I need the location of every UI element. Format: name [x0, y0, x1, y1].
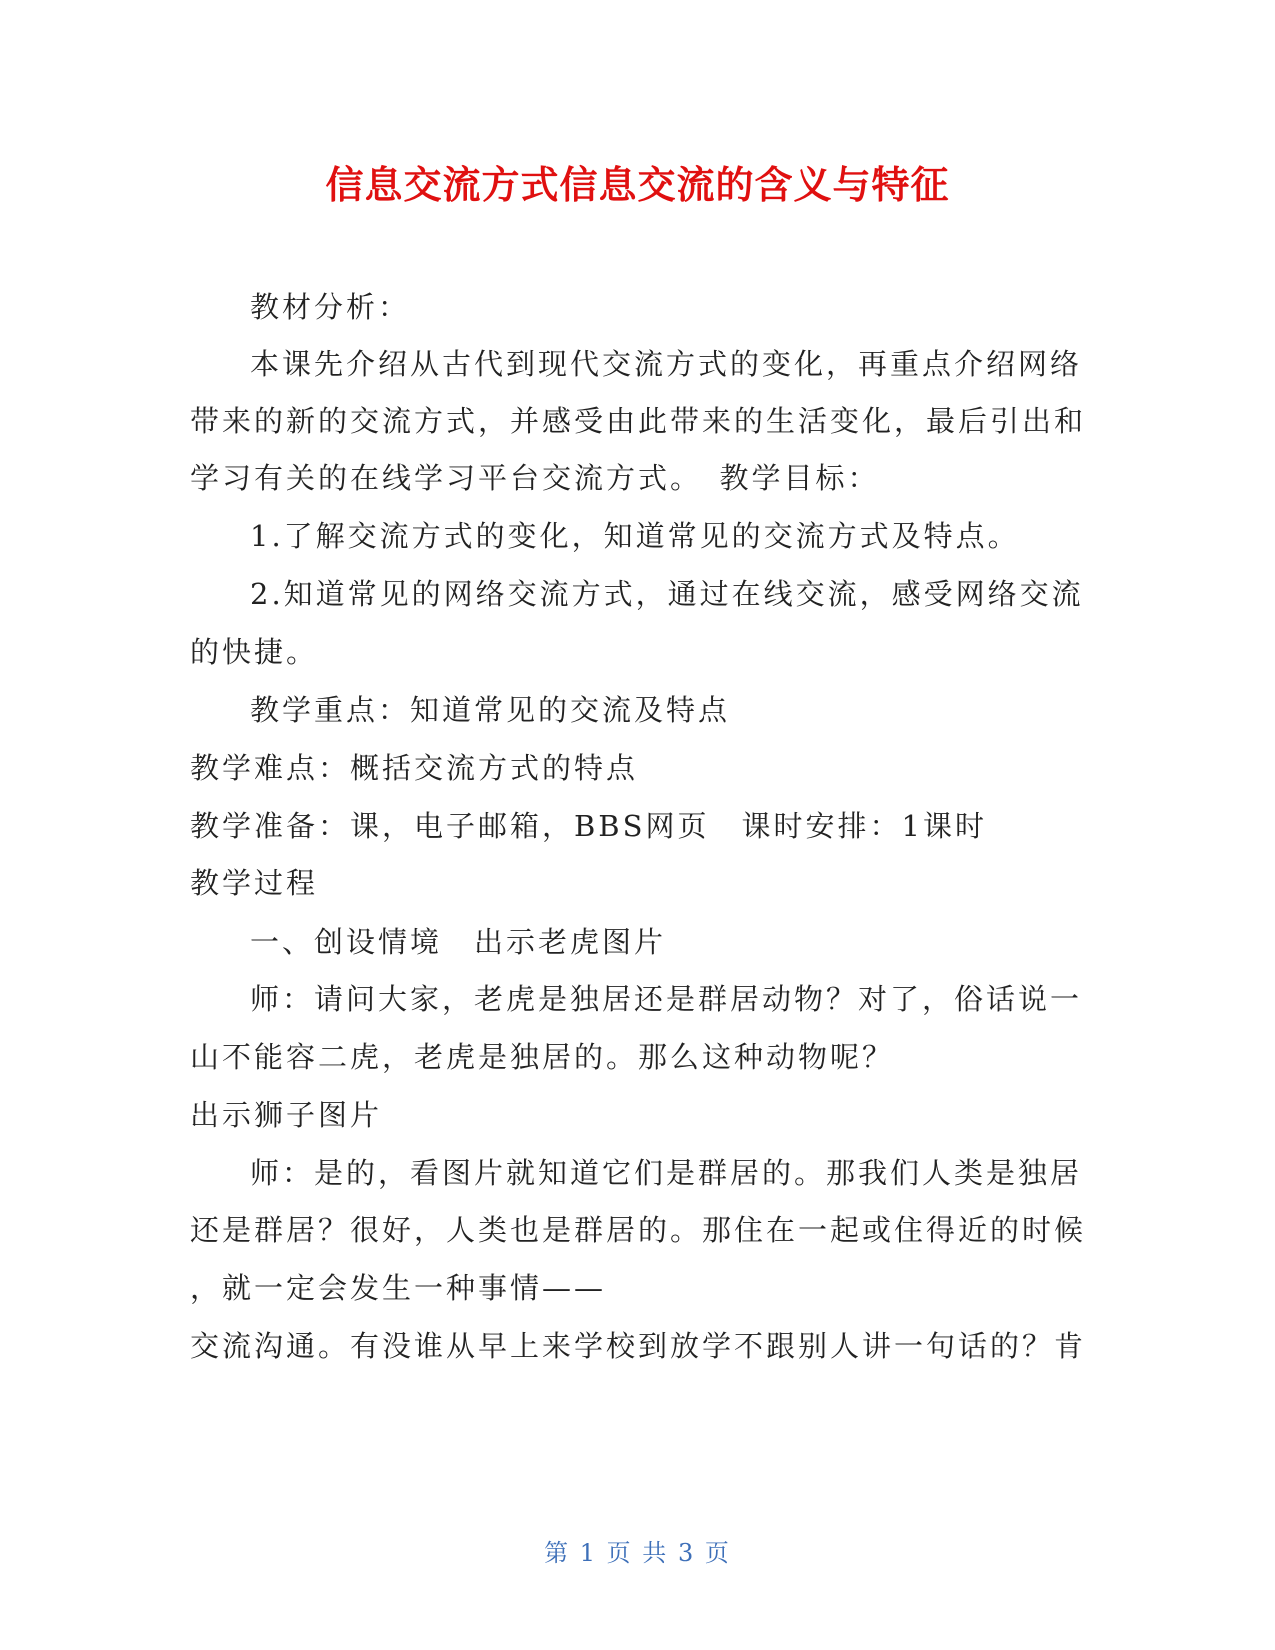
body-line: 出示狮子图片: [190, 1098, 383, 1132]
body-line: 的快捷。: [190, 635, 319, 669]
body-line: 教学难点：概括交流方式的特点: [190, 751, 639, 785]
body-line: ，就一定会发生一种事情——: [190, 1271, 607, 1305]
body-line: 一、创设情境 出示老虎图片: [250, 925, 667, 959]
body-line: 还是群居？很好，人类也是群居的。那住在一起或住得近的时候: [190, 1213, 1087, 1247]
document-title: 信息交流方式信息交流的含义与特征: [325, 163, 950, 207]
body-line: 本课先介绍从古代到现代交流方式的变化，再重点介绍网络: [250, 347, 1083, 381]
body-line: 1.了解交流方式的变化，知道常见的交流方式及特点。: [250, 519, 1020, 553]
body-line: 交流沟通。有没谁从早上来学校到放学不跟别人讲一句话的？肯: [190, 1329, 1087, 1363]
body-line: 师：请问大家，老虎是独居还是群居动物？对了，俗话说一: [250, 982, 1083, 1016]
body-line: 带来的新的交流方式，并感受由此带来的生活变化，最后引出和: [190, 404, 1087, 438]
body-line: 学习有关的在线学习平台交流方式。 教学目标：: [190, 461, 880, 495]
body-line: 教学准备：课，电子邮箱，BBS网页 课时安排：1课时: [190, 809, 987, 843]
body-line: 教学重点：知道常见的交流及特点: [250, 693, 731, 727]
body-line: 教学过程: [190, 866, 319, 900]
body-line: 2.知道常见的网络交流方式，通过在线交流，感受网络交流: [250, 577, 1084, 611]
page-number-footer: 第 1 页 共 3 页: [544, 1539, 731, 1567]
body-line: 山不能容二虎，老虎是独居的。那么这种动物呢？: [190, 1040, 895, 1074]
body-line: 师：是的，看图片就知道它们是群居的。那我们人类是独居: [250, 1156, 1083, 1190]
body-line: 教材分析：: [250, 290, 411, 324]
